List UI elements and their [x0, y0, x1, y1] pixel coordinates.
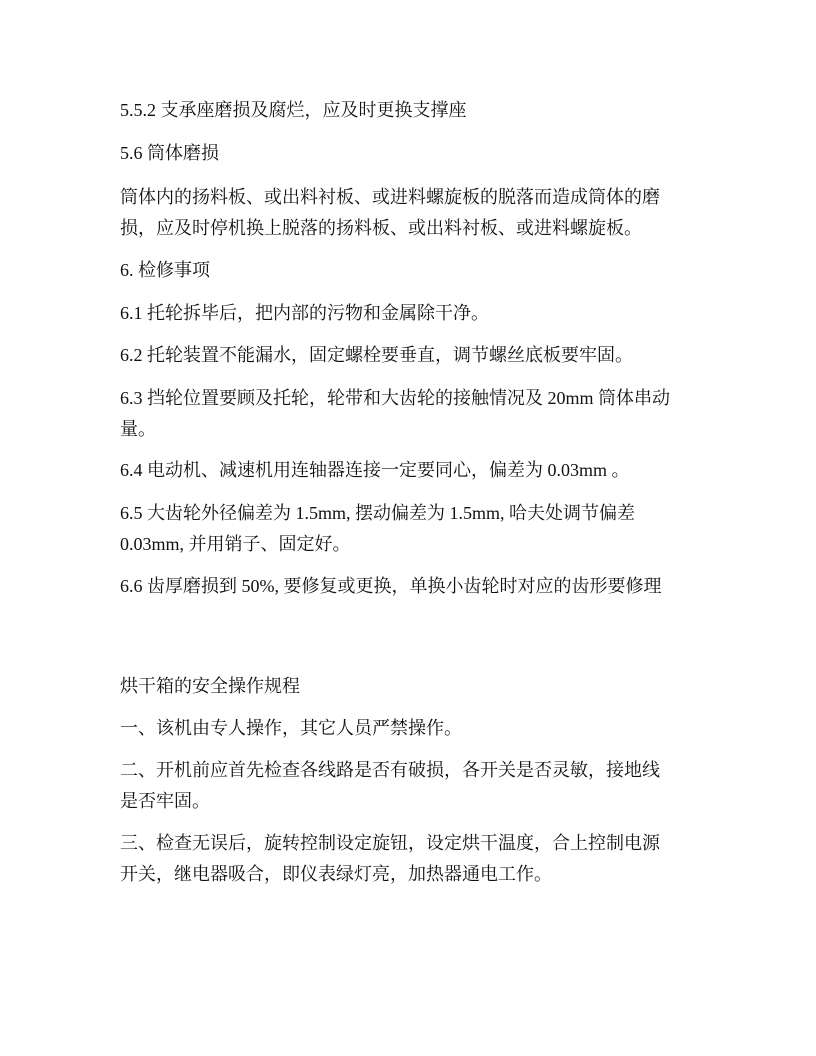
text-line: 6.1 托轮拆毕后，把内部的污物和金属除干净。 [120, 303, 489, 323]
paragraph [120, 755, 710, 817]
paragraph [120, 182, 710, 244]
paragraph [120, 138, 710, 169]
text-line: 6.4 电动机、减速机用连轴器连接一定要同心，偏差为 0.03mm 。 [120, 460, 630, 480]
text-line: 量。 [120, 419, 156, 439]
text-line: 三、检查无误后，旋转控制设定旋钮，设定烘干温度，合上控制电源 [120, 833, 660, 853]
text-line: 是否牢固。 [120, 791, 210, 811]
text-line: 6.5 大齿轮外径偏差为 1.5mm, 摆动偏差为 1.5mm, 哈夫处调节偏差 [120, 503, 636, 523]
text-line: 5.5.2 支承座磨损及腐烂，应及时更换支撑座 [120, 100, 467, 120]
paragraph [120, 828, 710, 890]
paragraph [120, 671, 710, 702]
paragraph [120, 455, 710, 486]
text-line: 6.3 挡轮位置要顾及托轮，轮带和大齿轮的接触情况及 20mm 筒体串动 [120, 388, 670, 408]
paragraph [120, 713, 710, 744]
text-line: 开关，继电器吸合，即仪表绿灯亮，加热器通电工作。 [120, 864, 552, 884]
paragraph [120, 95, 710, 126]
text-line: 6. 检修事项 [120, 260, 210, 280]
text-line: 损，应及时停机换上脱落的扬料板、或出料衬板、或进料螺旋板。 [120, 218, 642, 238]
text-line: 6.2 托轮装置不能漏水，固定螺栓要垂直，调节螺丝底板要牢固。 [120, 345, 633, 365]
text-line: 烘干箱的安全操作规程 [120, 676, 300, 696]
paragraph [120, 340, 710, 371]
paragraph [120, 255, 710, 286]
text-line: 二、开机前应首先检查各线路是否有破损，各开关是否灵敏，接地线 [120, 760, 660, 780]
text-line: 筒体内的扬料板、或出料衬板、或进料螺旋板的脱落而造成筒体的磨 [120, 187, 660, 207]
paragraph [120, 498, 710, 560]
paragraph [120, 571, 710, 602]
paragraph [120, 298, 710, 329]
text-line: 0.03mm, 并用销子、固定好。 [120, 534, 351, 554]
text-line: 5.6 筒体磨损 [120, 143, 219, 163]
paragraph [120, 383, 710, 445]
text-line: 6.6 齿厚磨损到 50%, 要修复或更换，单换小齿轮时对应的齿形要修理 [120, 576, 662, 596]
text-line: 一、该机由专人操作，其它人员严禁操作。 [120, 718, 462, 738]
